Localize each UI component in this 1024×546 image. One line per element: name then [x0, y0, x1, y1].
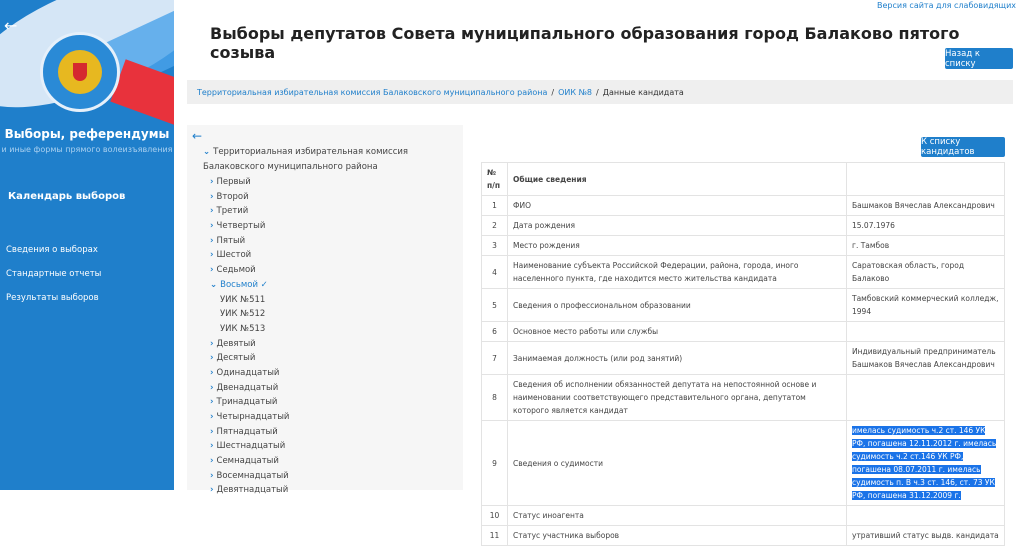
row-number: 10: [482, 506, 508, 526]
tree-subitem[interactable]: УИК №513: [220, 323, 266, 334]
field-value: [847, 375, 1005, 421]
tree-item[interactable]: › Пятый: [210, 235, 246, 246]
cik-emblem-logo[interactable]: [40, 32, 120, 112]
table-row: [482, 421, 1005, 506]
row-number: 2: [482, 216, 508, 236]
chevron-right-icon: ›: [210, 353, 214, 364]
table-row: [482, 342, 1005, 375]
tree-item[interactable]: › Шестой: [210, 250, 252, 261]
tree-item[interactable]: › Третий: [210, 206, 249, 217]
field-name: Статус иноагента: [508, 506, 847, 526]
table-row: [482, 256, 1005, 289]
chevron-right-icon: ›: [210, 382, 214, 393]
tree-item[interactable]: › Первый: [210, 177, 251, 187]
chevron-right-icon: ›: [210, 250, 214, 261]
chevron-right-icon: ›: [210, 177, 214, 187]
tree-item-selected[interactable]: ⌄ Восьмой ✓: [210, 279, 268, 290]
candidate-list-button[interactable]: К списку кандидатов: [921, 137, 1005, 157]
field-value: имелась судимость ч.2 ст. 146 УК РФ, погашена 12.11.2012 г. имелась судимость ч.2 ст.146 УК РФ, погашена 08.07.2011 г. имелась судимость п. В ч.3 ст. 146, ст. 73 УК РФ, погашена 31.12.2009 г.: [847, 421, 1005, 506]
breadcrumb-tik[interactable]: Территориальная избирательная комиссия Балаковского муниципального района: [197, 87, 548, 97]
back-arrow-icon[interactable]: ←: [4, 16, 18, 35]
sidebar-link-election-info[interactable]: Сведения о выборах: [6, 245, 98, 255]
field-value: утративший статус выдв. кандидата: [847, 526, 1005, 546]
row-number: 3: [482, 236, 508, 256]
chevron-right-icon: ›: [210, 221, 214, 232]
chevron-right-icon: ›: [210, 338, 214, 349]
field-name: Сведения об исполнении обязанностей депутата на непостоянной основе и наименовании соответствующего представительного органа, депутатом которого является кандидат: [508, 375, 847, 421]
field-value: Тамбовский коммерческий колледж, 1994: [847, 289, 1005, 322]
table-row: [482, 289, 1005, 322]
chevron-right-icon: ›: [210, 367, 214, 378]
field-value: Башмаков Вячеслав Александрович: [847, 196, 1005, 216]
tree-root[interactable]: ⌄ Территориальная избирательная комиссия Балаковского муниципального района: [203, 147, 409, 172]
table-row: [482, 526, 1005, 546]
tree-item[interactable]: › Одинадцатый: [210, 367, 280, 378]
table-row: [482, 322, 1005, 342]
tree-item[interactable]: › Девятнадцатый: [210, 485, 289, 496]
sidebar-link-reports[interactable]: Стандартные отчеты: [6, 269, 102, 279]
field-value: 15.07.1976: [847, 216, 1005, 236]
chevron-right-icon: ›: [210, 397, 214, 408]
tree-item[interactable]: › Десятый: [210, 353, 256, 364]
field-name: Место рождения: [508, 236, 847, 256]
field-name: Занимаемая должность (или род занятий): [508, 342, 847, 375]
chevron-right-icon: ›: [210, 426, 214, 437]
row-number: 1: [482, 196, 508, 216]
field-name: Сведения о судимости: [508, 421, 847, 506]
tree-item[interactable]: › Семнадцатый: [210, 456, 279, 467]
chevron-right-icon: ›: [210, 470, 214, 481]
column-header-number: № п/п: [482, 163, 508, 196]
tree-item[interactable]: › Тринадцатый: [210, 397, 278, 408]
eagle-icon: [58, 50, 102, 94]
field-value: [847, 506, 1005, 526]
chevron-right-icon: ›: [210, 265, 214, 276]
row-number: 7: [482, 342, 508, 375]
chevron-right-icon: ›: [210, 412, 214, 422]
page-title: Выборы депутатов Совета муниципального образования город Балаково пятого созыва: [210, 24, 960, 62]
tree-item[interactable]: › Двенадцатый: [210, 382, 279, 393]
commission-tree: [187, 125, 463, 496]
breadcrumb-current: Данные кандидата: [602, 87, 684, 97]
column-header-general: Общие сведения: [508, 163, 847, 196]
field-value: Индивидуальный предприниматель Башмаков Вячеслав Александрович: [847, 342, 1005, 375]
breadcrumb: [187, 80, 1013, 104]
sidebar-link-results[interactable]: Результаты выборов: [6, 293, 99, 303]
field-value: Саратовская область, город Балаково: [847, 256, 1005, 289]
field-name: Дата рождения: [508, 216, 847, 236]
tree-subitem[interactable]: УИК №511: [220, 294, 266, 305]
candidate-table: [481, 162, 1005, 546]
row-number: 4: [482, 256, 508, 289]
tree-item[interactable]: › Девятый: [210, 338, 256, 349]
accessibility-version-link[interactable]: Версия сайта для слабовидящих: [876, 1, 1016, 10]
table-row: [482, 375, 1005, 421]
tree-item[interactable]: › Шестнадцатый: [210, 441, 286, 452]
chevron-right-icon: ›: [210, 441, 214, 452]
row-number: 6: [482, 322, 508, 342]
field-value: [847, 322, 1005, 342]
tree-item[interactable]: › Восемнадцатый: [210, 470, 289, 481]
sidebar-subtitle: и иные формы прямого волеизъявления: [1, 145, 173, 154]
column-header-value: [847, 163, 1005, 196]
row-number: 5: [482, 289, 508, 322]
sidebar-title: Выборы, референдумы: [4, 127, 170, 141]
tree-item[interactable]: › Второй: [210, 191, 249, 202]
tree-item[interactable]: › Седьмой: [210, 265, 256, 276]
chevron-right-icon: ›: [210, 206, 214, 217]
table-row: [482, 216, 1005, 236]
tree-subitem[interactable]: УИК №512: [220, 309, 266, 320]
tree-item[interactable]: › Пятнадцатый: [210, 426, 278, 437]
checkmark-icon: ✓: [257, 279, 268, 290]
tree-item[interactable]: › Четвертый: [210, 221, 266, 232]
field-name: Основное место работы или службы: [508, 322, 847, 342]
back-arrow-icon[interactable]: ←: [192, 129, 203, 143]
sidebar: [0, 0, 174, 490]
back-to-list-button[interactable]: Назад к списку: [945, 48, 1013, 69]
table-row: [482, 196, 1005, 216]
field-name: Наименование субъекта Российской Федерации, района, города, иного населенного пункта, где находится место жительства кандидата: [508, 256, 847, 289]
chevron-right-icon: ›: [210, 485, 214, 496]
row-number: 9: [482, 421, 508, 506]
chevron-right-icon: ›: [210, 235, 214, 246]
chevron-down-icon: ⌄: [210, 279, 218, 290]
breadcrumb-oik[interactable]: ОИК №8: [558, 87, 593, 97]
table-row: [482, 506, 1005, 526]
tree-list: [210, 175, 289, 498]
field-name: Сведения о профессиональном образовании: [508, 289, 847, 322]
table-row: [482, 236, 1005, 256]
field-name: Статус участника выборов: [508, 526, 847, 546]
chevron-right-icon: ›: [210, 456, 214, 467]
chevron-right-icon: ›: [210, 191, 214, 202]
field-name: ФИО: [508, 196, 847, 216]
row-number: 8: [482, 375, 508, 421]
chevron-down-icon: ⌄: [203, 147, 211, 157]
sidebar-calendar-link[interactable]: Календарь выборов: [8, 191, 126, 202]
row-number: 11: [482, 526, 508, 546]
tree-item[interactable]: › Четырнадцатый: [210, 412, 290, 422]
field-value: г. Тамбов: [847, 236, 1005, 256]
breadcrumb-separator: /: [551, 87, 555, 97]
breadcrumb-separator: /: [596, 87, 599, 97]
